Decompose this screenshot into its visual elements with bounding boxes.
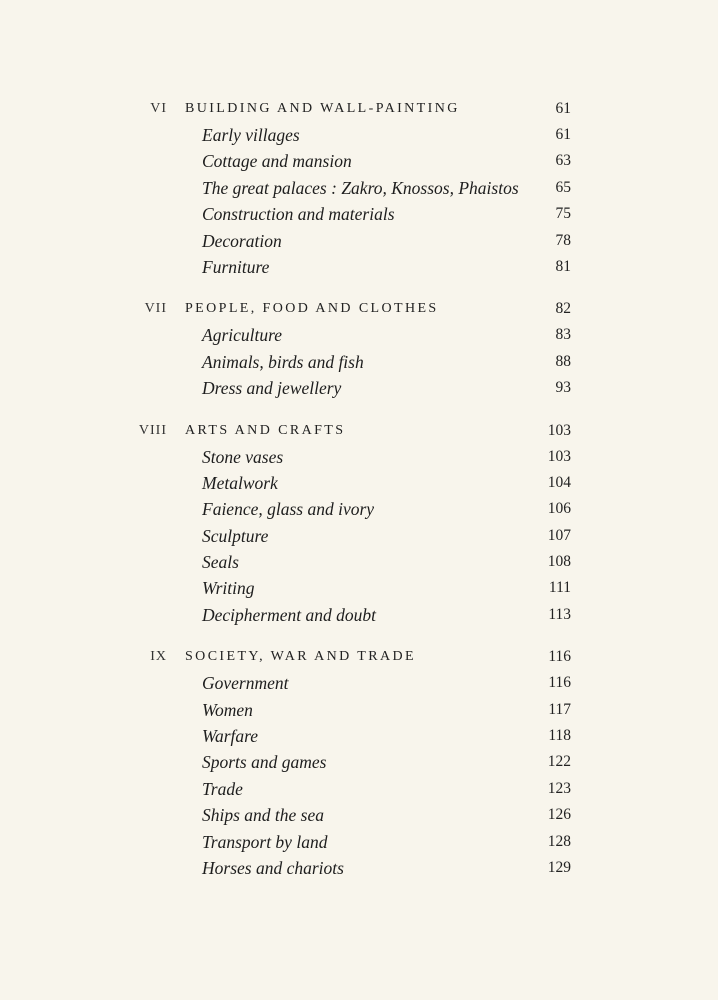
section-page-number: 61: [555, 126, 571, 143]
section-page-number: 126: [547, 806, 571, 824]
toc-entry: [0, 749, 718, 775]
section-page-number: 75: [555, 205, 571, 223]
toc-entry: [0, 444, 718, 470]
chapter-ix: [0, 644, 718, 881]
toc-entry: [0, 670, 718, 696]
chapter-numeral: VIII: [138, 422, 167, 438]
section-page-number: 116: [548, 674, 571, 692]
section-page-number: 81: [555, 257, 571, 275]
toc-entry: [0, 802, 718, 828]
section-page-number: 111: [548, 579, 571, 597]
toc-entry: [0, 697, 718, 723]
section-title: Animals, birds and fish: [202, 351, 364, 372]
chapter-numeral: IX: [150, 649, 167, 665]
section-title: Warfare: [202, 726, 259, 747]
toc-entry: [0, 201, 718, 227]
section-page-number: 78: [555, 231, 571, 249]
toc-entry: [0, 254, 718, 280]
section-page-number: 117: [548, 700, 571, 718]
section-page-number: 108: [547, 553, 571, 571]
toc-entry: [0, 349, 718, 375]
chapter-page-number: 82: [555, 300, 571, 318]
chapter-heading-row: [0, 296, 718, 322]
section-page-number: 88: [555, 352, 571, 370]
chapter-title: BUILDING AND WALL-PAINTING: [185, 101, 460, 116]
section-title: Horses and chariots: [202, 857, 344, 878]
toc-entry: [0, 148, 718, 174]
table-of-contents: [0, 96, 718, 897]
section-page-number: 65: [555, 178, 571, 196]
toc-entry: [0, 549, 718, 575]
section-page-number: 103: [547, 447, 571, 465]
toc-entry: [0, 776, 718, 802]
section-page-number: 63: [555, 152, 571, 170]
toc-entry: [0, 496, 718, 522]
toc-entry: [0, 175, 718, 201]
section-title: Trade: [202, 778, 243, 799]
section-page-number: 123: [547, 779, 571, 797]
section-title: Cottage and mansion: [202, 151, 352, 172]
chapter-viii: [0, 418, 718, 629]
section-title: Early villages: [202, 125, 300, 145]
toc-entry: [0, 829, 718, 855]
toc-entry: [0, 228, 718, 254]
section-title: Faience, glass and ivory: [202, 499, 375, 520]
section-page-number: 118: [548, 727, 571, 745]
chapter-heading-row: [0, 418, 718, 444]
section-title: Stone vases: [202, 446, 284, 467]
section-title: Agriculture: [202, 325, 283, 346]
chapter-title: SOCIETY, WAR AND TRADE: [185, 649, 416, 665]
section-page-number: 128: [547, 832, 571, 850]
chapter-numeral: VII: [144, 301, 167, 317]
toc-entry: [0, 322, 718, 348]
section-page-number: 106: [547, 500, 571, 518]
section-page-number: 113: [548, 605, 571, 623]
toc-entry: [0, 602, 718, 628]
section-page-number: 129: [547, 858, 571, 876]
chapter-numeral: VI: [150, 101, 167, 116]
section-title: Dress and jewellery: [202, 378, 342, 399]
section-page-number: 122: [547, 753, 571, 771]
section-title: Government: [202, 673, 289, 694]
toc-entry: [0, 523, 718, 549]
section-title: Seals: [202, 552, 239, 573]
section-title: Metalwork: [202, 472, 278, 493]
section-title: The great palaces : Zakro, Knossos, Phaistos: [202, 177, 519, 198]
chapter-page-number: 103: [547, 421, 571, 439]
toc-entry: [0, 723, 718, 749]
toc-entry: [0, 122, 718, 148]
section-title: Sculpture: [202, 525, 269, 546]
section-page-number: 93: [555, 379, 571, 397]
section-title: Ships and the sea: [202, 805, 325, 826]
section-title: Sports and games: [202, 752, 327, 773]
section-page-number: 107: [547, 526, 571, 544]
section-page-number: 104: [547, 473, 571, 491]
section-title: Women: [202, 699, 253, 720]
section-title: Transport by land: [202, 831, 328, 852]
chapter-vi: [0, 96, 718, 280]
section-title: Construction and materials: [202, 204, 395, 225]
section-title: Decoration: [202, 230, 282, 251]
toc-entry: [0, 855, 718, 881]
section-title: Furniture: [202, 256, 270, 277]
section-title: Writing: [202, 578, 255, 599]
section-title: Decipherment and doubt: [202, 604, 376, 625]
chapter-page-number: 61: [555, 100, 571, 117]
chapter-page-number: 116: [548, 648, 571, 666]
chapter-vii: [0, 296, 718, 401]
section-page-number: 83: [555, 326, 571, 344]
toc-entry: [0, 575, 718, 601]
toc-entry: [0, 375, 718, 401]
chapter-heading-row: [0, 96, 718, 122]
toc-entry: [0, 470, 718, 496]
chapter-title: ARTS AND CRAFTS: [185, 422, 346, 438]
chapter-title: PEOPLE, FOOD AND CLOTHES: [185, 301, 439, 317]
chapter-heading-row: [0, 644, 718, 670]
